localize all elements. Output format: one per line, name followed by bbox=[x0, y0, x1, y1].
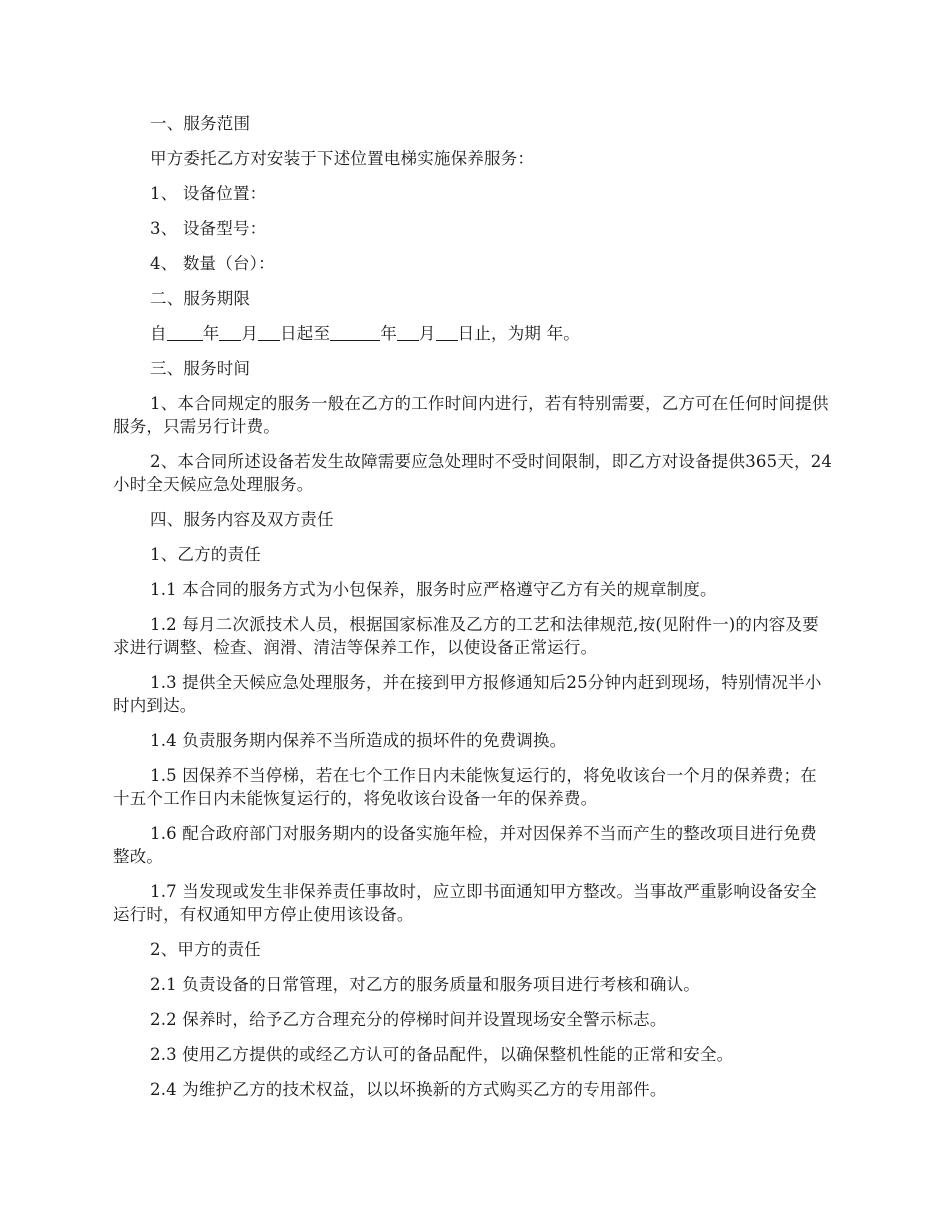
clause-2-1: 2.1 负责设备的日常管理，对乙方的服务质量和服务项目进行考核和确认。 bbox=[150, 975, 700, 994]
section-title-service-time: 三、服务时间 bbox=[150, 359, 251, 378]
clause-2-2: 2.2 保养时，给予乙方合理充分的停梯时间并设置现场安全警示标志。 bbox=[150, 1010, 667, 1029]
blank-start-year bbox=[167, 322, 203, 341]
blank-end-month bbox=[397, 322, 419, 341]
clause-1-2: 1.2 每月二次派技术人员，根据国家标准及乙方的工艺和法律规范,按(见附件一)的内容及要求进行调整、检查、润滑、清洁等保养工作，以使设备正常运行。 bbox=[113, 615, 819, 657]
item-equipment-model: 3、 设备型号： bbox=[150, 219, 267, 238]
clause-1-6: 1.6 配合政府部门对服务期内的设备实施年检，并对因保养不当而产生的整改项目进行免费整改。 bbox=[113, 824, 817, 866]
clause-1-5: 1.5 因保养不当停梯，若在七个工作日内未能恢复运行的，将免收该台一个月的保养费；在十五个工作日内未能恢复运行的，将免收该台设备一年的保养费。 bbox=[113, 766, 817, 808]
period-month-2: 月 bbox=[418, 324, 436, 343]
period-year-1: 年 bbox=[202, 324, 220, 343]
section-title-service-period: 二、服务期限 bbox=[150, 289, 251, 308]
item-equipment-location: 1、 设备位置： bbox=[150, 184, 267, 203]
blank-start-month bbox=[219, 322, 241, 341]
clause-1-7: 1.7 当发现或发生非保养责任事故时，应立即书面通知甲方整改。当事故严重影响设备安全运行时，有权通知甲方停止使用该设备。 bbox=[113, 882, 817, 924]
service-time-para-1: 1、本合同规定的服务一般在乙方的工作时间内进行，若有特别需要，乙方可在任何时间提供服务，只需另行计费。 bbox=[113, 394, 829, 436]
service-scope-intro: 甲方委托乙方对安装于下述位置电梯实施保养服务： bbox=[150, 149, 535, 168]
period-from: 自 bbox=[150, 324, 167, 343]
blank-end-day bbox=[436, 322, 458, 341]
contract-page bbox=[113, 112, 833, 1113]
clause-1-1: 1.1 本合同的服务方式为小包保养，服务时应严格遵守乙方有关的规章制度。 bbox=[150, 580, 717, 599]
section-title-service-content: 四、服务内容及双方责任 bbox=[150, 510, 334, 529]
blank-end-year bbox=[330, 322, 380, 341]
service-time-para-2: 2、本合同所述设备若发生故障需要应急处理时不受时间限制，即乙方对设备提供365天，24小时全天候应急处理服务。 bbox=[113, 452, 833, 494]
item-quantity: 4、 数量（台）： bbox=[150, 254, 275, 273]
subsection-party-a: 2、甲方的责任 bbox=[150, 940, 261, 959]
section-title-service-scope: 一、服务范围 bbox=[150, 114, 251, 133]
clause-2-4: 2.4 为维护乙方的技术权益，以以坏换新的方式购买乙方的专用部件。 bbox=[150, 1080, 667, 1099]
period-month-1: 月 bbox=[241, 324, 259, 343]
clause-1-4: 1.4 负责服务期内保养不当所造成的损坏件的免费调换。 bbox=[150, 731, 567, 750]
period-day-1: 日起至 bbox=[280, 324, 331, 343]
service-period-line bbox=[113, 322, 833, 345]
subsection-party-b: 1、乙方的责任 bbox=[150, 545, 261, 564]
clause-1-3: 1.3 提供全天候应急处理服务，并在接到甲方报修通知后25分钟内赶到现场，特别情况半小时内到达。 bbox=[113, 673, 822, 715]
blank-start-day bbox=[258, 322, 280, 341]
clause-2-3: 2.3 使用乙方提供的或经乙方认可的备品配件，以确保整机性能的正常和安全。 bbox=[150, 1045, 734, 1064]
period-day-2: 日止，为期 年。 bbox=[457, 324, 580, 343]
period-year-2: 年 bbox=[380, 324, 397, 343]
